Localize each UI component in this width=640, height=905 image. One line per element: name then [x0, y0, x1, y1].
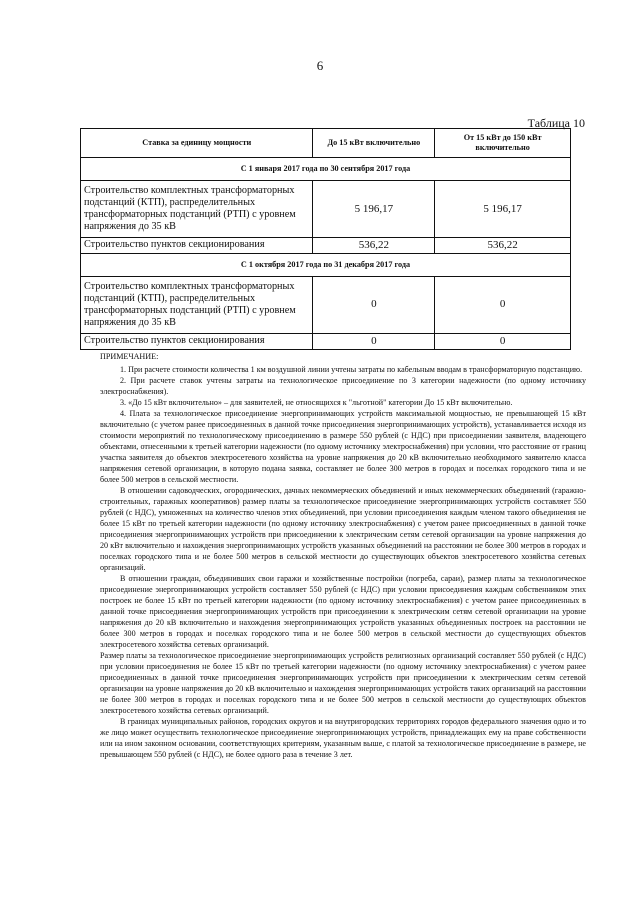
- note-paragraph-limit: В границах муниципальных районов, городских округов и на внутригородских территориях городов федерального значения одно и то же лицо может осуществить технологическое присоединение энергопринимающих устройств, принадлежащих ему на праве собственности или на ином законном основании, соответствующих критериям, указанным выше, с платой за технологическое присоединение в размере, не превышающем 550 рублей (с НДС), не более одного раза в течение 3 лет.: [100, 717, 586, 759]
- table-row: [81, 276, 571, 333]
- note-1: 1. При расчете стоимости количества 1 км воздушной линии учтены затраты по кабельным вводам в трансформаторную подстанцию.: [120, 365, 583, 374]
- table-row: [81, 238, 571, 254]
- row-value-up-to-15: 536,22: [313, 238, 435, 254]
- table-row: [81, 333, 571, 349]
- header-15-to-150kw: От 15 кВт до 150 кВт включительно: [435, 129, 571, 158]
- note-paragraph-gardening: В отношении садоводческих, огороднических, дачных некоммерческих объединений и иных некоммерческих объединений (гаражно-строительных, гаражных кооперативов) размер платы за технологическое присоединение энергопринимающих устройств составляет 550 рублей (с НДС), умноженных на количество членов этих объединений, при условии присоединения каждым членом такого объединения не более 15 кВт по третьей категории надежности (по одному источнику электроснабжения) с учетом ранее присоединенных в данной точке присоединения энергопринимающих устройств при присоединении к электрическим сетям сетевой организации на уровне напряжения до 20 кВт включительно и нахождения энергопринимающих устройств указанных объединений на расстоянии не более 300 метров в городах и поселках городского типа и не более 500 метров в сельской местности до существующих объектов электросетевого хозяйства сетевых организаций.: [100, 486, 586, 572]
- note-4: 4. Плата за технологическое присоединение энергопринимающих устройств максимальной мощностью, не превышающей 15 кВт включительно (с учетом ранее присоединенных в данной точке присоединения энергопринимающих устройств), устанавливается исходя из стоимости мероприятий по технологическому присоединению в размере 550 рублей (с НДС) при присоединении заявителя, владеющего объектами, отнесенными к третьей категории надежности (по одному источнику электроснабжения) при условии, что расстояние от границ участка заявителя до объектов электросетевого хозяйства на уровне напряжения до 20 кВ включительно необходимого заявителю класса напряжения сетевой организации, в которую подана заявка, составляет не более 300 метров в городах и поселках городского типа и не более 500 метров в сельской местности.: [100, 409, 586, 484]
- period-label: С 1 октября 2017 года по 31 декабря 2017 года: [81, 253, 571, 276]
- period-row: [81, 253, 571, 276]
- note-paragraph-garages: В отношении граждан, объединивших свои гаражи и хозяйственные постройки (погреба, сараи), размер платы за технологическое присоединение энергопринимающих устройств составляет 550 рублей (с НДС) при условии присоединения каждым собственником этих построек не более 15 кВт по третьей категории надежности (по одному источнику электроснабжения) с учетом ранее присоединенных в данной точке присоединения энергопринимающих устройств при присоединении к электрическим сетям сетевой организации на уровне напряжения до 20 кВ включительно и нахождения энергопринимающих устройств указанных объединенных построек на расстоянии не более 300 метров в городах и поселках городского типа и не более 500 метров в сельской местности до существующих объектов электросетевого хозяйства сетевых организаций.: [100, 574, 586, 649]
- notes-heading: ПРИМЕЧАНИЕ:: [100, 352, 159, 361]
- row-value-15-to-150: 5 196,17: [435, 181, 571, 238]
- table-caption: Таблица 10: [527, 116, 585, 130]
- row-label: Строительство пунктов секционирования: [81, 333, 313, 349]
- row-label: Строительство комплектных трансформаторных подстанций (КТП), распределительных трансформаторных подстанций (РТП) с уровнем напряжения до 35 кВ: [81, 276, 313, 333]
- header-up-to-15kw: До 15 кВт включительно: [313, 129, 435, 158]
- table-row: [81, 181, 571, 238]
- row-value-15-to-150: 0: [435, 333, 571, 349]
- table-header-row: [81, 129, 571, 158]
- header-rate: Ставка за единицу мощности: [81, 129, 313, 158]
- rates-table: [80, 128, 571, 350]
- row-label: Строительство комплектных трансформаторных подстанций (КТП), распределительных трансформаторных подстанций (РТП) с уровнем напряжения до 35 кВ: [81, 181, 313, 238]
- row-value-15-to-150: 536,22: [435, 238, 571, 254]
- period-row: [81, 158, 571, 181]
- note-paragraph-religious: Размер платы за технологическое присоединение энергопринимающих устройств религиозных организаций составляет 550 рублей (с НДС) при условии присоединения не более 15 кВт по третьей категории надежности (по одному источнику электроснабжения) с учетом ранее присоединенных в данной точке присоединения энергопринимающих устройств при присоединении к электрическим сетям сетевой организации на уровне напряжения до 20 кВ включительно и нахождения энергопринимающих устройств таких организаций на расстоянии не более 300 метров в городах и поселках городского типа и не более 500 метров в сельской местности до существующих объектов электросетевого хозяйства сетевых организаций.: [100, 651, 586, 715]
- row-value-up-to-15: 5 196,17: [313, 181, 435, 238]
- row-value-up-to-15: 0: [313, 333, 435, 349]
- row-label: Строительство пунктов секционирования: [81, 238, 313, 254]
- note-3: 3. «До 15 кВт включительно» – для заявителей, не относящихся к "льготной" категории До 15 кВт включительно.: [120, 398, 513, 407]
- note-2: 2. При расчете ставок учтены затраты на технологическое присоединение по 3 категории надежности (по одному источнику электроснабжения).: [100, 376, 586, 396]
- row-value-15-to-150: 0: [435, 276, 571, 333]
- period-label: С 1 января 2017 года по 30 сентября 2017 года: [81, 158, 571, 181]
- notes-section: [100, 351, 586, 760]
- row-value-up-to-15: 0: [313, 276, 435, 333]
- page-number: 6: [316, 58, 324, 73]
